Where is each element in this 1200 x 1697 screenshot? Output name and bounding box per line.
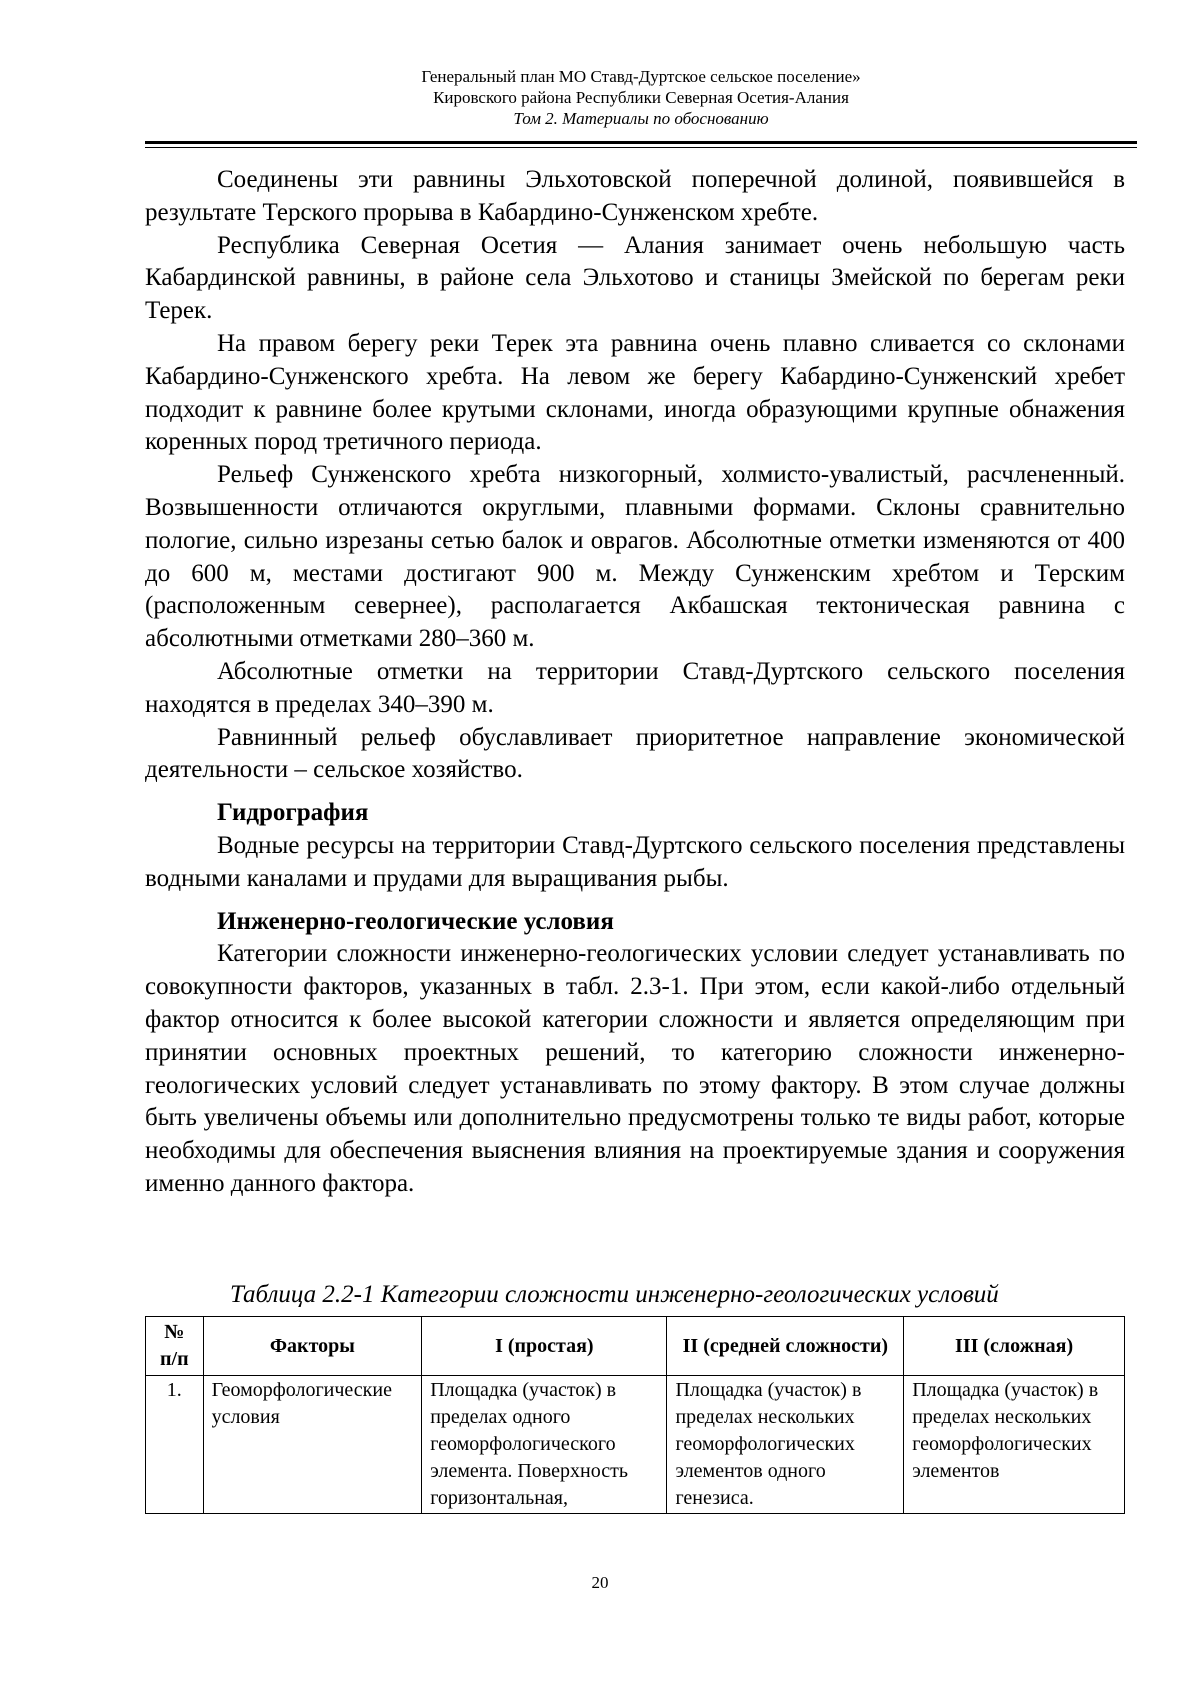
header-factors: Факторы	[203, 1317, 422, 1376]
paragraph-hydrography: Водные ресурсы на территории Ставд-Дуртского сельского поселения представлены водными каналами и прудами для выращивания рыбы.	[145, 831, 1125, 892]
table-row	[146, 1376, 1125, 1514]
heading-engineering-geology: Инженерно-геологические условия	[217, 907, 614, 935]
cell-complex: Площадка (участок) в пределах нескольких геоморфологических элементов	[904, 1376, 1125, 1514]
header-simple: I (простая)	[422, 1317, 667, 1376]
cell-simple: Площадка (участок) в пределах одного геоморфологического элемента. Поверхность горизонтальная,	[422, 1376, 667, 1514]
header-complex: III (сложная)	[904, 1317, 1125, 1376]
header-rule-thin	[145, 147, 1137, 148]
header-title: Генеральный план МО Ставд-Дуртское сельское поселение»	[421, 67, 861, 86]
cell-factor: Геоморфологические условия	[203, 1376, 422, 1514]
document-body	[145, 164, 1125, 1201]
paragraph-ossetia: Республика Северная Осетия — Алания занимает очень небольшую часть Кабардинской равнины, в районе села Эльхотово и станицы Змейской по берегам реки Терек.	[145, 231, 1125, 325]
paragraph-engineering-geology: Категории сложности инженерно-геологических условии следует устанавливать по совокупности факторов, указанных в табл. 2.3-1. При этом, если какой-либо отдельный фактор относится к более высокой категории сложности и является определяющим при принятии основных проектных решений, то категорию сложности инженерно-геологических условий следует устанавливать по этому фактору. В этом случае должны быть увеличены объемы или дополнительно предусмотрены только те виды работ, которые необходимы для обеспечения выяснения влияния на проектируемые здания и сооружения именно данного фактора.	[145, 940, 1125, 1197]
complexity-table	[145, 1316, 1125, 1514]
cell-num: 1.	[146, 1376, 204, 1514]
cell-medium: Площадка (участок) в пределах нескольких геоморфологических элементов одного генезиса.	[667, 1376, 904, 1514]
heading-hydrography: Гидрография	[217, 799, 369, 827]
header-rule-thick	[145, 141, 1137, 144]
table-header-row	[146, 1317, 1125, 1376]
page-number: 20	[591, 1573, 609, 1592]
page-header	[145, 66, 1137, 129]
table-caption: Таблица 2.2-1 Категории сложности инженерно-геологических условий	[230, 1281, 999, 1308]
paragraph-flat-relief: Равнинный рельеф обуславливает приоритетное направление экономической деятельности – сельское хозяйство.	[145, 723, 1125, 784]
paragraph-sunzha-relief: Рельеф Сунженского хребта низкогорный, холмисто-увалистый, расчлененный. Возвышенности отличаются округлыми, плавными формами. Склоны сравнительно пологие, сильно изрезаны сетью балок и оврагов. Абсолютные отметки изменяются от 400 до 600 м, местами достигают 900 м. Между Сунженским хребтом и Терским (расположенным севернее), располагается Акбашская тектоническая равнина с абсолютными отметками 280–360 м.	[145, 461, 1125, 653]
paragraph-absolute-marks: Абсолютные отметки на территории Ставд-Дуртского сельского поселения находятся в пределах 340–390 м.	[145, 657, 1125, 718]
header-subtitle: Кировского района Республики Северная Осетия-Алания	[433, 88, 849, 107]
header-medium: II (средней сложности)	[667, 1317, 904, 1376]
paragraph-terek-banks: На правом берегу реки Терек эта равнина очень плавно сливается со склонами Кабардино-Сунженского хребта. На левом же берегу Кабардино-Сунженский хребет подходит к равнине более крутыми склонами, иногда образующими крупные обнажения коренных пород третичного периода.	[145, 329, 1125, 456]
paragraph-plains: Соединены эти равнины Эльхотовской поперечной долиной, появившейся в результате Терского прорыва в Кабардино-Сунженском хребте.	[145, 166, 1125, 226]
header-num: № п/п	[146, 1317, 204, 1376]
header-volume: Том 2. Материалы по обоснованию	[513, 109, 769, 128]
